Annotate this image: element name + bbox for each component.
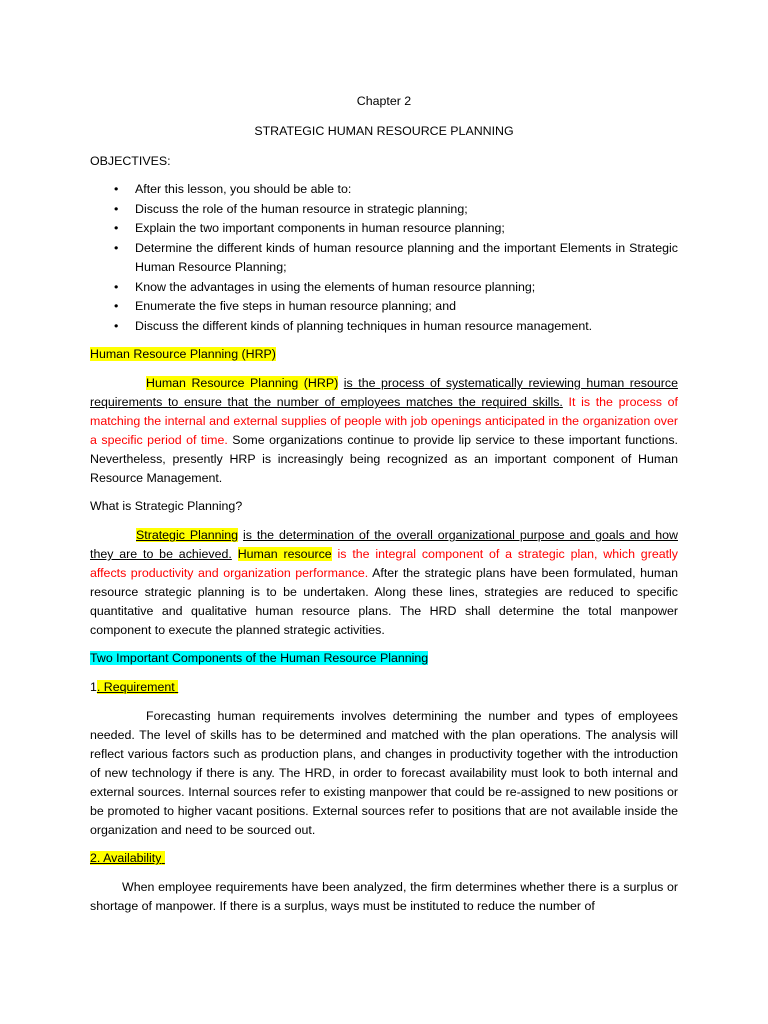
hrp-paragraph bbox=[90, 374, 678, 488]
objectives-list bbox=[90, 180, 678, 336]
bullet-icon: • bbox=[114, 221, 119, 235]
objectives-heading: OBJECTIVES: bbox=[90, 154, 171, 168]
strategic-emphasis: is the integral component of a strategic plan, which greatly affects productivity and organization performance. bbox=[90, 547, 678, 580]
requirement-paragraph: Forecasting human requirements involves determining the number and types of employees needed. The level of skills has to be determined and matched with the plan operations. The analysis will reflect various factors such as production plans, and changes in productivity together with the introduction of new technology if there is any. The HRD, in order to forecast availability must look to both internal and external sources. Internal sources refer to existing manpower that could be re-assigned to new positions or be promoted to higher vacant positions. External sources refer to positions that are not available inside the organization and need to be sourced out. bbox=[90, 709, 678, 837]
availability-paragraph: When employee requirements have been analyzed, the firm determines whether there is a surplus or shortage of manpower. If there is a surplus, ways must be instituted to reduce the number of bbox=[90, 880, 678, 913]
hrp-definition: is the process of systematically reviewing human resource requirements to ensure that the number of employees matches the required skills. bbox=[90, 376, 678, 409]
requirement-heading: 1. Requirement bbox=[90, 678, 178, 697]
strategic-definition: is the determination of the overall organizational purpose and goals and how they are to be achieved. bbox=[90, 528, 678, 561]
availability-heading: 2. Availability bbox=[90, 849, 165, 868]
strategic-heading: What is Strategic Planning? bbox=[90, 499, 243, 513]
bullet-icon: • bbox=[114, 240, 119, 255]
components-heading: Two Important Components of the Human Resource Planning bbox=[90, 651, 429, 665]
list-item: • Know the advantages in using the elements of human resource planning; bbox=[90, 278, 678, 298]
list-item: • Enumerate the five steps in human resource planning; and bbox=[90, 297, 678, 317]
list-item: • After this lesson, you should be able to: bbox=[90, 180, 678, 200]
hrp-heading: Human Resource Planning (HRP) bbox=[90, 347, 276, 361]
chapter-label: Chapter 2 bbox=[356, 94, 412, 108]
hrp-emphasis: It is the process of matching the internal and external supplies of people with job openings anticipated in the organization over a specific period of time. bbox=[90, 395, 678, 447]
strategic-rest: After the strategic plans have been formulated, human resource strategic planning is to be undertaken. Along these lines, strategies are reduced to specific quantitative and qualitative human resource plans. The HRD shall determine the total manpower component to execute the planned strategic activities. bbox=[90, 566, 678, 637]
strategic-term-2: Human resource bbox=[237, 547, 332, 561]
bullet-icon: • bbox=[114, 201, 119, 216]
list-item: • Discuss the different kinds of planning techniques in human resource management. bbox=[90, 317, 678, 337]
bullet-icon: • bbox=[114, 318, 119, 333]
list-item: • Discuss the role of the human resource in strategic planning; bbox=[90, 200, 678, 220]
bullet-icon: • bbox=[114, 299, 119, 313]
document-title: STRATEGIC HUMAN RESOURCE PLANNING bbox=[254, 124, 514, 138]
bullet-icon: • bbox=[114, 182, 119, 196]
list-item: • Explain the two important components in human resource planning; bbox=[90, 219, 678, 239]
hrp-term: Human Resource Planning (HRP) bbox=[146, 376, 339, 390]
strategic-paragraph bbox=[90, 526, 678, 640]
strategic-term: Strategic Planning bbox=[136, 528, 239, 542]
hrp-rest: Some organizations continue to provide lip service to these important functions. Nevertheless, presently HRP is increasingly being recognized as an important component of Human Resource Management. bbox=[90, 433, 678, 485]
bullet-icon: • bbox=[114, 279, 119, 294]
list-item: • Determine the different kinds of human resource planning and the important Elements in Strategic Human Resource Planning; bbox=[114, 240, 678, 274]
